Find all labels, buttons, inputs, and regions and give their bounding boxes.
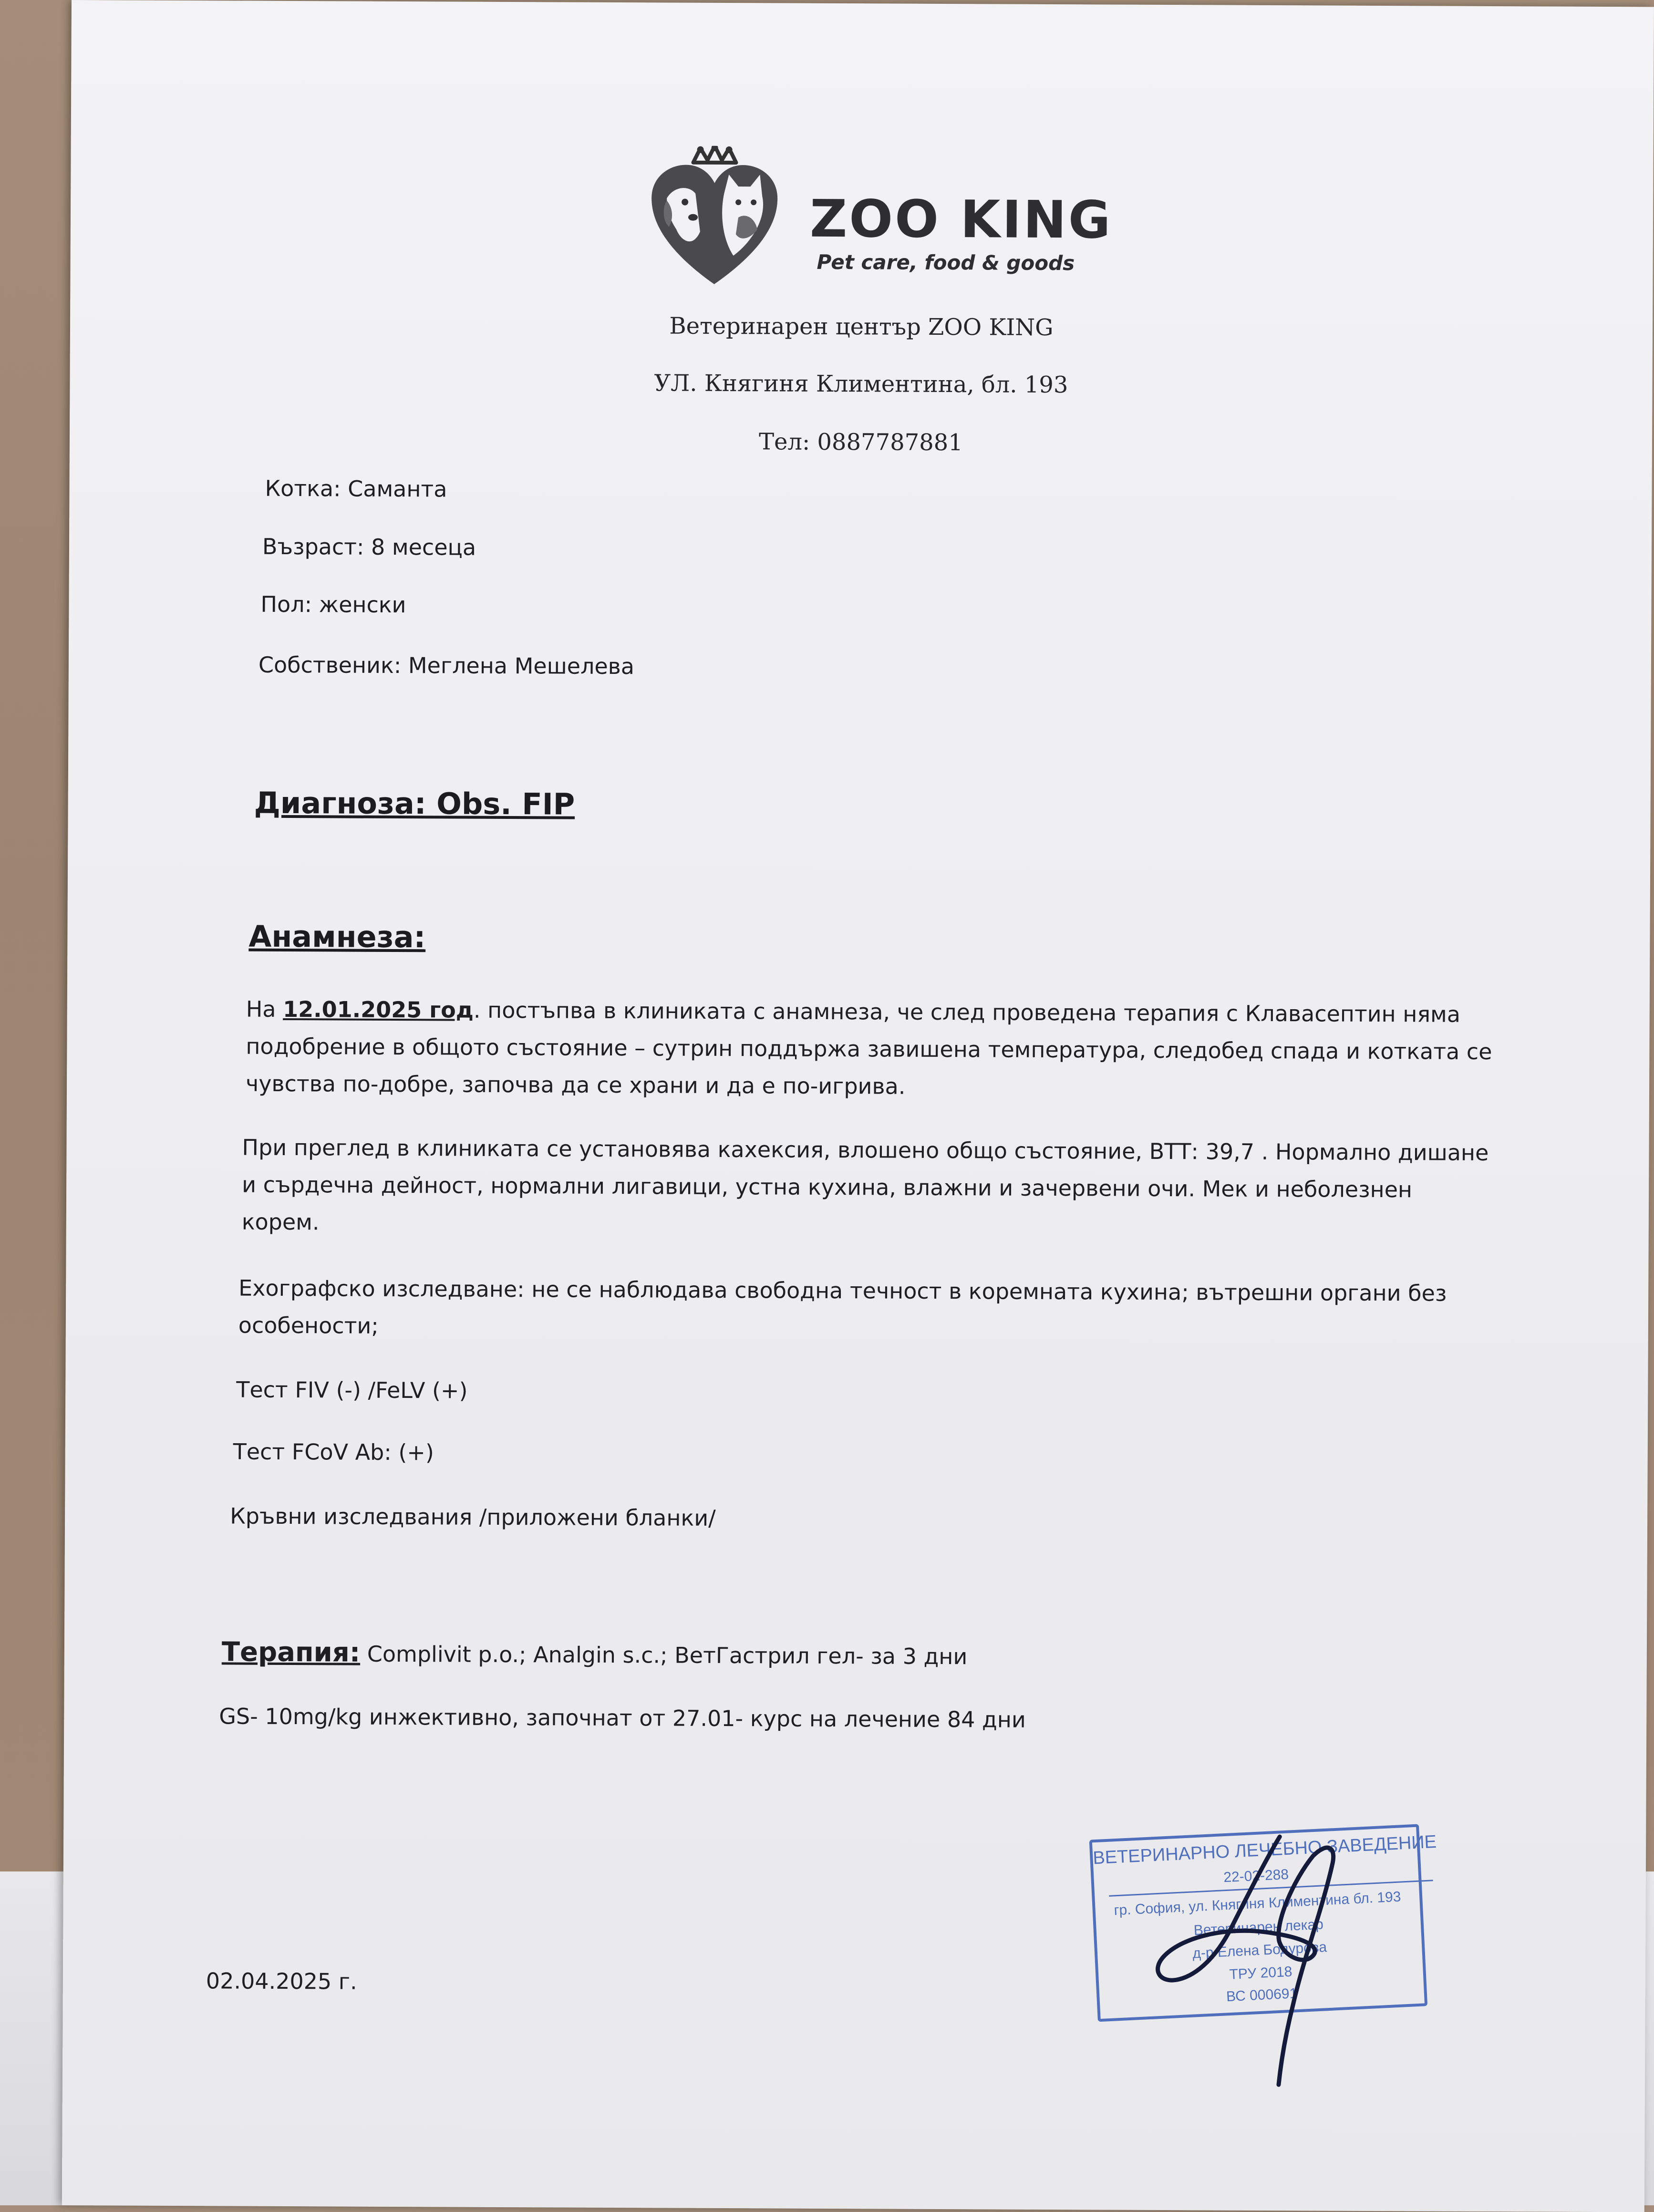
anamnesis-p2-line-2: и сърдечна дейност, нормални лигавици, устна кухина, влажни и зачервени очи. Мек и неболезнен — [242, 1171, 1413, 1203]
anamnesis-paragraph-3 — [238, 1270, 1447, 1349]
stamp-line-5: д-р Елена Бодурова — [1192, 1939, 1327, 1962]
admission-date: 12.01.2025 год — [283, 996, 474, 1023]
brand-tagline: Pet care, food & goods — [817, 250, 1075, 275]
anamnesis-paragraph-2 — [242, 1129, 1489, 1246]
handwritten-signature — [1121, 1803, 1418, 2100]
stamp-line-2: 22-02-288 — [1223, 1866, 1289, 1886]
blood-tests: Кръвни изследвания /приложени бланки/ — [230, 1503, 716, 1531]
anamnesis-paragraph-1 — [246, 991, 1492, 1107]
patient-age: Възраст: 8 месеца — [262, 533, 476, 560]
diagnosis-heading: Диагноза: Obs. FIP — [254, 785, 575, 822]
p1-line-1-text: . постъпва в клиниката с анамнеза, че след проведена терапия с Клавасептин няма — [473, 997, 1461, 1027]
therapy-line-1-text: Complivit p.o.; Analgin s.c.; ВетГастрил гел- за 3 дни — [360, 1641, 968, 1670]
anamnesis-p3-line-2: особености; — [238, 1312, 379, 1339]
center-address: УЛ. Княгиня Климентина, бл. 193 — [654, 370, 1068, 399]
anamnesis-p1-line-2: подобрение в общото състояние – сутрин поддържа завишена температура, следобед спада и котката се — [246, 1033, 1492, 1065]
anamnesis-p1-line-3: чувства по-добре, започва да се храни и да е по-игрива. — [245, 1070, 906, 1099]
brand-logo — [647, 145, 1230, 300]
therapy-line-2: GS- 10mg/kg инжективно, започнат от 27.01- курс на лечение 84 дни — [219, 1703, 1026, 1733]
anamnesis-p2-line-1: При преглед в клиниката се установява кахексия, влошено общо състояние, ВТТ: 39,7 . Нормално дишане — [242, 1134, 1489, 1166]
stamp-line-7: ВС 000691 — [1226, 1985, 1298, 2005]
anamnesis-p3-line-1: Ехографско изследване: не се наблюдава свободна течност в коремната кухина; вътрешни органи без — [238, 1275, 1447, 1306]
stamp-line-3: гр. София, ул. Княгиня Климентина бл. 193 — [1113, 1889, 1402, 1919]
document-page — [62, 0, 1654, 2212]
test-fcov: Тест FCoV Ab: (+) — [233, 1438, 434, 1466]
p1-prefix: На — [246, 996, 283, 1022]
patient-owner: Собственик: Меглена Мешелева — [258, 651, 635, 680]
center-name: Ветеринарен център ZOO KING — [669, 312, 1054, 341]
anamnesis-p2-line-3: корем. — [241, 1209, 320, 1235]
patient-cat: Котка: Саманта — [265, 475, 447, 502]
brand-name: ZOO KING — [809, 189, 1113, 250]
test-fiv-felv: Тест FIV (-) /FeLV (+) — [236, 1376, 468, 1404]
anamnesis-p1-line-1 — [246, 991, 1492, 1033]
therapy-line-1 — [222, 1636, 968, 1671]
anamnesis-heading: Анамнеза: — [248, 919, 426, 955]
stamp-line-6: ТРУ 2018 — [1229, 1964, 1293, 1983]
center-phone: Тел: 0887787881 — [758, 428, 963, 456]
stamp-line-4: Ветеринарен лекар — [1193, 1916, 1324, 1939]
heart-pets-logo-icon — [647, 145, 781, 289]
patient-sex: Пол: женски — [260, 591, 406, 618]
document-date: 02.04.2025 г. — [206, 1968, 357, 1995]
therapy-label: Терапия: — [221, 1636, 361, 1668]
stamp-line-1: ВЕТЕРИНАРНО ЛЕЧЕБНО ЗАВЕДЕНИЕ — [1092, 1831, 1437, 1869]
